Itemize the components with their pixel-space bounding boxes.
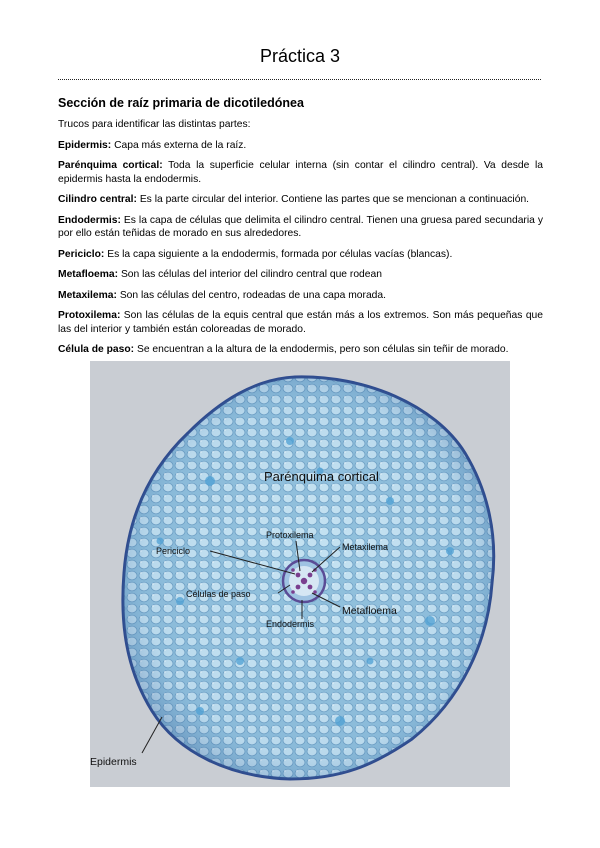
label-celulas-de-paso: Células de paso: [186, 589, 251, 599]
definition-celula-paso: [58, 343, 543, 357]
term-protoxilema: Protoxilema:: [58, 310, 121, 321]
desc-cilindro: Es la parte circular del interior. Contiene las partes que se mencionan a continuación.: [136, 194, 530, 205]
label-epidermis: Epidermis: [90, 756, 137, 768]
term-periciclo: Periciclo:: [58, 248, 105, 260]
label-endodermis: Endodermis: [266, 619, 315, 629]
page-title: Práctica 3: [259, 46, 341, 66]
definition-endodermis: [58, 214, 543, 241]
term-parenquima: Parénquima cortical:: [58, 160, 163, 171]
definition-protoxilema: [58, 309, 543, 336]
term-cilindro: Cilindro central:: [58, 194, 137, 205]
desc-protoxilema: Son las células de la equis central que están más a los extremos. Son más pequeñas que las del interior y también están coloreadas de morado.: [58, 310, 543, 335]
root-cross-section-figure: [90, 361, 510, 787]
definition-periciclo: [58, 248, 543, 262]
section-heading: Sección de raíz primaria de dicotiledónea: [58, 96, 304, 110]
desc-parenquima: Toda la superficie celular interna (sin contar el cilindro central). Va desde la epidermis hasta la endodermis.: [58, 160, 544, 185]
definition-cilindro: [58, 193, 543, 207]
desc-metafloema: Son las células del interior del cilindro central que rodean: [118, 269, 382, 280]
label-protoxilema: Protoxilema: [266, 530, 314, 540]
label-periciclo: Periciclo: [156, 546, 191, 556]
intro-text: Trucos para identificar las distintas partes:: [58, 119, 251, 130]
definition-metaxilema: [58, 289, 543, 303]
term-epidermis: Epidermis:: [58, 139, 112, 151]
micrograph-svg: [90, 361, 510, 787]
desc-metaxilema: Son las células del centro, rodeadas de una capa morada.: [116, 289, 386, 301]
definition-parenquima: [58, 159, 543, 186]
term-metafloema: Metafloema:: [58, 269, 119, 280]
term-endodermis: Endodermis:: [58, 214, 121, 226]
term-celula-paso: Célula de paso:: [58, 344, 135, 355]
label-parenquima-cortical: Parénquima cortical: [264, 469, 379, 484]
desc-celula-paso: Se encuentran a la altura de la endodermis, pero son células sin teñir de morado.: [134, 344, 509, 355]
definition-epidermis: [58, 139, 543, 153]
desc-endodermis: Es la capa de células que delimita el cilindro central. Tienen una gruesa pared secundaria y por ello están teñidas de morado en sus alrededores.: [58, 214, 543, 239]
label-metaxilema: Metaxilema: [342, 542, 389, 552]
term-metaxilema: Metaxilema:: [58, 289, 117, 301]
desc-periciclo: Es la capa siguiente a la endodermis, formada por células vacías (blancas).: [104, 248, 453, 260]
label-metafloema: Metafloema: [342, 605, 397, 617]
definition-metafloema: [58, 268, 543, 282]
dotted-divider: [58, 79, 541, 80]
document-body: [58, 96, 543, 364]
desc-epidermis: Capa más externa de la raíz.: [111, 139, 247, 151]
